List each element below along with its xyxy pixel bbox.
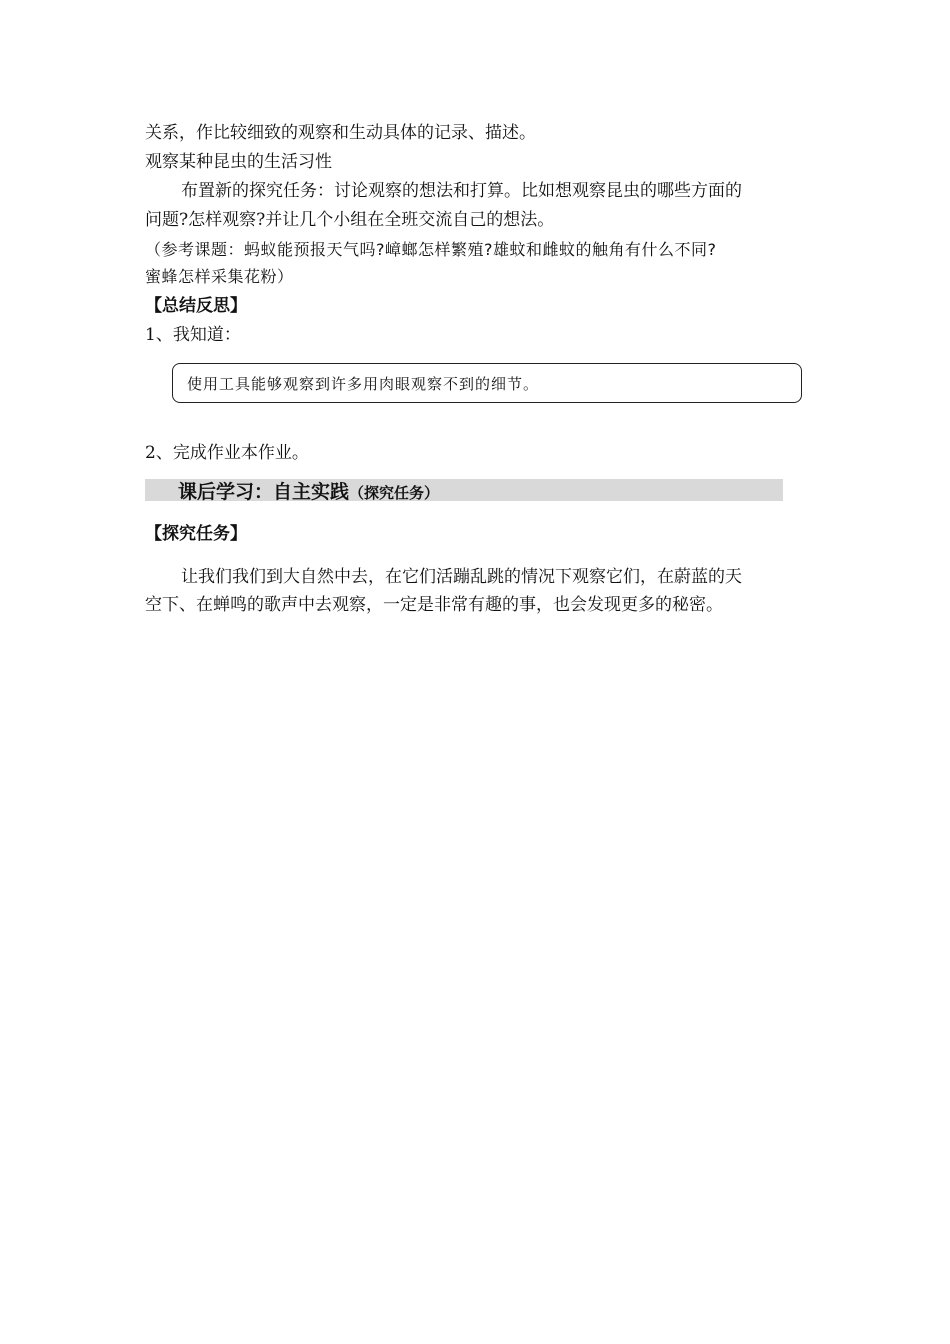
section-banner bbox=[145, 479, 783, 501]
list-item-label: 2、完成作业本作业。 bbox=[145, 443, 309, 463]
reference-topics-line: （参考课题：蚂蚁能预报天气吗?嶂螂怎样繁殖?雄蚊和雌蚊的触角有什么不同? bbox=[145, 240, 717, 259]
summary-heading: 【总结反思】 bbox=[145, 296, 247, 316]
list-item-label: 1、我知道： bbox=[145, 325, 241, 345]
task-heading: 【探究任务】 bbox=[145, 524, 247, 544]
paragraph-line: 问题?怎样观察?并让几个小组在全班交流自己的想法。 bbox=[145, 210, 555, 230]
banner-title-main: 课后学习：自主实践 bbox=[178, 481, 350, 503]
banner-title bbox=[178, 477, 439, 504]
paragraph-line: 观察某种昆虫的生活习性 bbox=[145, 152, 332, 172]
paragraph-line: 关系，作比较细致的观察和生动具体的记录、描述。 bbox=[145, 123, 536, 143]
paragraph-line: 布置新的探究任务：讨论观察的想法和打算。比如想观察昆虫的哪些方面的 bbox=[181, 181, 742, 201]
task-paragraph-line: 让我们我们到大自然中去，在它们活蹦乱跳的情况下观察它们，在蔚蓝的天 bbox=[181, 567, 742, 587]
reference-topics-line: 蜜蜂怎样采集花粉） bbox=[145, 267, 294, 286]
task-paragraph-line: 空下、在蝉鸣的歌声中去观察，一定是非常有趣的事，也会发现更多的秘密。 bbox=[145, 595, 723, 615]
summary-box bbox=[172, 363, 802, 403]
summary-box-text: 使用工具能够观察到许多用肉眼观察不到的细节。 bbox=[187, 375, 540, 393]
banner-subtitle: （探究任务） bbox=[349, 484, 440, 502]
